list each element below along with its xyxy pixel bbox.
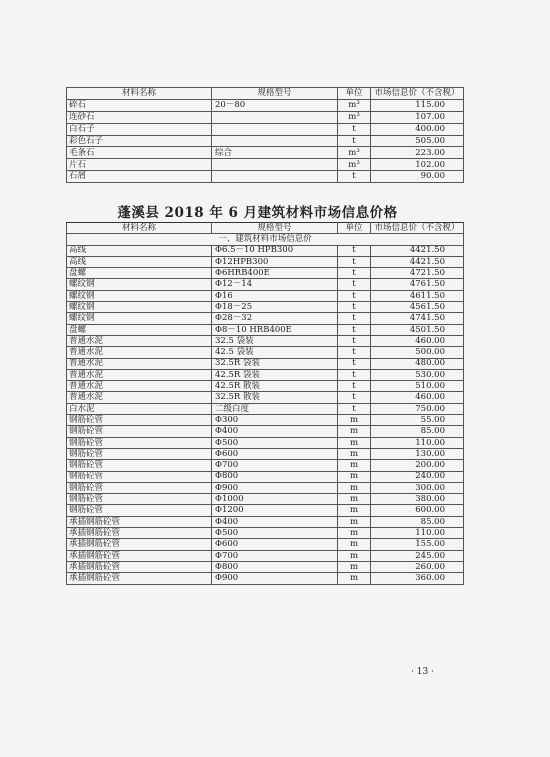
table-row [67,358,464,369]
table-row [67,290,464,301]
spec-cell: Φ500 [212,437,338,448]
unit-cell: t [338,358,371,369]
price-cell: 245.00 [371,550,464,561]
material-name-cell: 白石子 [67,123,212,135]
spec-cell: Φ800 [212,471,338,482]
spec-cell: 二级白度 [212,403,338,414]
spec-cell: Φ600 [212,539,338,550]
spec-cell: 20－80 [212,99,338,111]
material-name-cell: 碎石 [67,99,212,111]
price-cell: 460.00 [371,335,464,346]
table-row [67,528,464,539]
material-name-cell: 毛条石 [67,147,212,159]
spec-cell: Φ1200 [212,505,338,516]
building-materials-price-table [66,222,464,585]
table-row [67,505,464,516]
spec-cell [212,111,338,123]
price-cell: 4421.50 [371,245,464,256]
spec-cell: Φ6HRB400E [212,268,338,279]
table-row [67,494,464,505]
price-cell: 380.00 [371,494,464,505]
unit-cell: t [338,123,371,135]
unit-cell: m [338,482,371,493]
price-cell: 4421.50 [371,256,464,267]
table-row [67,171,464,183]
price-cell: 750.00 [371,403,464,414]
table-row [67,437,464,448]
price-cell: 480.00 [371,358,464,369]
header-price: 市场信息价（不含税） [371,88,464,100]
table-row [67,99,464,111]
material-name-cell: 钢筋砼管 [67,482,212,493]
unit-cell: t [338,171,371,183]
table-row [67,550,464,561]
page-number: · 13 · [411,667,434,677]
price-cell: 510.00 [371,381,464,392]
header-price: 市场信息价（不含税） [371,223,464,234]
table-row [67,123,464,135]
material-name-cell: 承插钢筋砼管 [67,561,212,572]
spec-cell: Φ600 [212,448,338,459]
unit-cell: t [338,324,371,335]
unit-cell: t [338,313,371,324]
material-name-cell: 石屑 [67,171,212,183]
material-name-cell: 承插钢筋砼管 [67,528,212,539]
unit-cell: t [338,302,371,313]
table-row [67,403,464,414]
spec-cell [212,123,338,135]
table-row [67,268,464,279]
price-cell: 55.00 [371,415,464,426]
unit-cell: m [338,415,371,426]
table-row [67,256,464,267]
spec-cell: Φ8－10 HRB400E [212,324,338,335]
table-row [67,561,464,572]
price-cell: 85.00 [371,516,464,527]
material-name-cell: 钢筋砼管 [67,448,212,459]
page-title: 蓬溪县 2018 年 6 月建筑材料市场信息价格 [117,205,398,221]
unit-cell: m [338,471,371,482]
unit-cell: t [338,347,371,358]
price-cell: 530.00 [371,369,464,380]
table-row [67,147,464,159]
material-name-cell: 片石 [67,159,212,171]
spec-cell: Φ400 [212,516,338,527]
price-cell: 4611.50 [371,290,464,301]
price-cell: 110.00 [371,528,464,539]
header-spec: 规格型号 [212,88,338,100]
price-cell: 500.00 [371,347,464,358]
unit-cell: t [338,369,371,380]
unit-cell: t [338,279,371,290]
unit-cell: m³ [338,147,371,159]
section-row [67,234,464,245]
spec-cell: 42.5 袋装 [212,347,338,358]
header-unit: 单位 [338,223,371,234]
spec-cell: Φ12－14 [212,279,338,290]
unit-cell: m [338,426,371,437]
header-spec: 规格型号 [212,223,338,234]
material-name-cell: 高线 [67,256,212,267]
spec-cell: 综合 [212,147,338,159]
unit-cell: t [338,245,371,256]
unit-cell: m [338,516,371,527]
table-row [67,573,464,584]
table-row [67,482,464,493]
spec-cell: Φ500 [212,528,338,539]
stone-materials-table [66,87,464,183]
spec-cell: Φ700 [212,550,338,561]
header-material-name: 材料名称 [67,223,212,234]
table-header-row [67,223,464,234]
unit-cell: t [338,381,371,392]
material-name-cell: 螺纹钢 [67,279,212,290]
material-name-cell: 钢筋砼管 [67,460,212,471]
material-name-cell: 普通水泥 [67,369,212,380]
price-cell: 400.00 [371,123,464,135]
material-name-cell: 普通水泥 [67,358,212,369]
material-name-cell: 普通水泥 [67,392,212,403]
table-header-row [67,88,464,100]
unit-cell: m [338,561,371,572]
material-name-cell: 普通水泥 [67,347,212,358]
price-cell: 360.00 [371,573,464,584]
spec-cell [212,159,338,171]
table-row [67,302,464,313]
unit-cell: m [338,539,371,550]
table-body [67,245,464,584]
price-cell: 4501.50 [371,324,464,335]
unit-cell: m [338,528,371,539]
price-cell: 110.00 [371,437,464,448]
material-name-cell: 承插钢筋砼管 [67,573,212,584]
unit-cell: m [338,550,371,561]
price-cell: 155.00 [371,539,464,550]
table-row [67,159,464,171]
unit-cell: m [338,573,371,584]
price-cell: 260.00 [371,561,464,572]
unit-cell: t [338,256,371,267]
material-name-cell: 盘螺 [67,268,212,279]
unit-cell: t [338,268,371,279]
material-name-cell: 螺纹钢 [67,313,212,324]
spec-cell: Φ900 [212,482,338,493]
material-name-cell: 盘螺 [67,324,212,335]
price-cell: 223.00 [371,147,464,159]
price-cell: 300.00 [371,482,464,493]
spec-cell: Φ18－25 [212,302,338,313]
material-name-cell: 螺纹钢 [67,302,212,313]
material-name-cell: 承插钢筋砼管 [67,539,212,550]
table-row [67,335,464,346]
table-row [67,313,464,324]
unit-cell: m [338,437,371,448]
material-name-cell: 承插钢筋砼管 [67,516,212,527]
table-row [67,135,464,147]
unit-cell: t [338,403,371,414]
price-cell: 4741.50 [371,313,464,324]
unit-cell: t [338,290,371,301]
table-row [67,245,464,256]
table-row [67,111,464,123]
table-row [67,369,464,380]
spec-cell: Φ300 [212,415,338,426]
price-cell: 4761.50 [371,279,464,290]
table-row [67,516,464,527]
spec-cell: Φ1000 [212,494,338,505]
price-cell: 200.00 [371,460,464,471]
table-row [67,381,464,392]
material-name-cell: 白水泥 [67,403,212,414]
spec-cell: 42.5R 袋装 [212,369,338,380]
price-cell: 90.00 [371,171,464,183]
header-material-name: 材料名称 [67,88,212,100]
spec-cell [212,135,338,147]
material-name-cell: 钢筋砼管 [67,415,212,426]
material-name-cell: 承插钢筋砼管 [67,550,212,561]
table-row [67,324,464,335]
table-row [67,448,464,459]
material-name-cell: 钢筋砼管 [67,494,212,505]
material-name-cell: 高线 [67,245,212,256]
table-row [67,392,464,403]
unit-cell: t [338,335,371,346]
spec-cell: 32.5 袋装 [212,335,338,346]
spec-cell: 32.5R 袋装 [212,358,338,369]
spec-cell: Φ16 [212,290,338,301]
table-row [67,539,464,550]
unit-cell: m [338,505,371,516]
table-row [67,279,464,290]
material-name-cell: 钢筋砼管 [67,437,212,448]
table-row [67,415,464,426]
price-cell: 102.00 [371,159,464,171]
table-row [67,460,464,471]
unit-cell: t [338,392,371,403]
price-cell: 4721.50 [371,268,464,279]
material-name-cell: 连砂石 [67,111,212,123]
price-cell: 505.00 [371,135,464,147]
unit-cell: m³ [338,99,371,111]
material-name-cell: 普通水泥 [67,335,212,346]
header-unit: 单位 [338,88,371,100]
unit-cell: m [338,448,371,459]
unit-cell: m [338,494,371,505]
price-cell: 85.00 [371,426,464,437]
material-name-cell: 普通水泥 [67,381,212,392]
table-row [67,471,464,482]
price-cell: 4561.50 [371,302,464,313]
spec-cell: Φ400 [212,426,338,437]
section-title: 一、建筑材料市场信息价 [67,234,464,245]
table-body [67,99,464,182]
spec-cell: 32.5R 散装 [212,392,338,403]
spec-cell: Φ6.5－10 HPB300 [212,245,338,256]
material-name-cell: 钢筋砼管 [67,505,212,516]
unit-cell: m³ [338,111,371,123]
spec-cell: Φ900 [212,573,338,584]
unit-cell: t [338,135,371,147]
price-cell: 115.00 [371,99,464,111]
spec-cell: Φ700 [212,460,338,471]
table-row [67,426,464,437]
table-row [67,347,464,358]
material-name-cell: 钢筋砼管 [67,426,212,437]
price-cell: 600.00 [371,505,464,516]
price-cell: 460.00 [371,392,464,403]
spec-cell: 42.5R 散装 [212,381,338,392]
material-name-cell: 螺纹钢 [67,290,212,301]
unit-cell: m [338,460,371,471]
spec-cell: Φ12HPB300 [212,256,338,267]
price-cell: 240.00 [371,471,464,482]
price-cell: 130.00 [371,448,464,459]
spec-cell: Φ28－32 [212,313,338,324]
spec-cell [212,171,338,183]
price-cell: 107.00 [371,111,464,123]
material-name-cell: 彩色石子 [67,135,212,147]
material-name-cell: 钢筋砼管 [67,471,212,482]
unit-cell: m³ [338,159,371,171]
spec-cell: Φ800 [212,561,338,572]
